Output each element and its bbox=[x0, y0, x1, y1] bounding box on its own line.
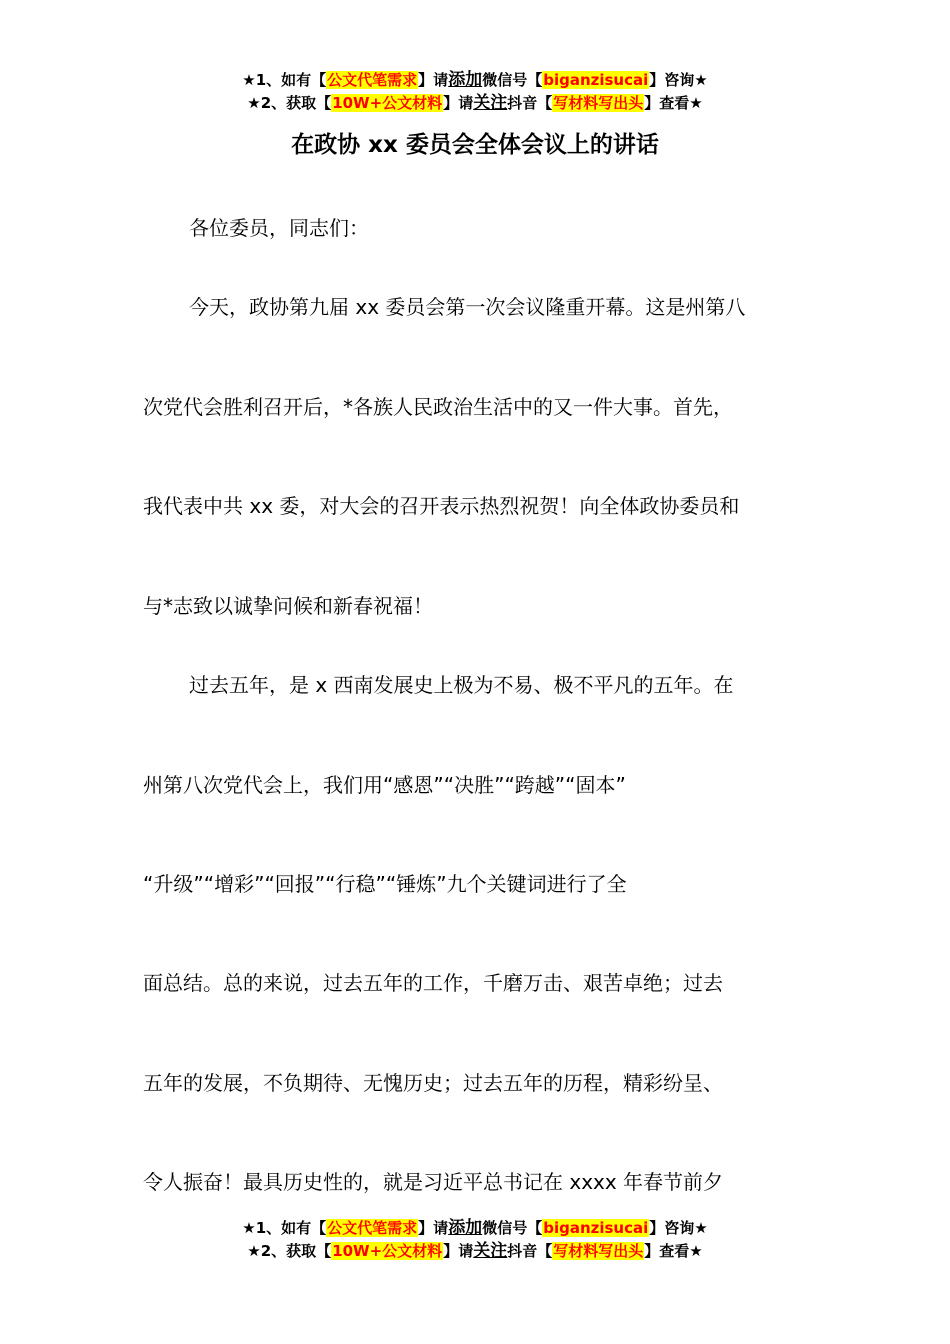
highlight-text: 10W+公文材料 bbox=[332, 1242, 443, 1260]
body-line: 五年的发展，不负期待、无愧历史；过去五年的历程，精彩纷呈、 bbox=[143, 1071, 723, 1095]
banner-text: 】查看★ bbox=[644, 94, 703, 112]
banner-text: 微信号【 bbox=[482, 1219, 543, 1237]
banner-text: 抖音【 bbox=[507, 1242, 553, 1260]
banner-text: 】咨询★ bbox=[649, 71, 708, 89]
body-line: “升级”“增彩”“回报”“行稳”“锤炼”九个关键词进行了全 bbox=[143, 872, 627, 896]
banner-text: 】请 bbox=[418, 71, 449, 89]
banner-text: ★2、获取【 bbox=[247, 94, 332, 112]
banner-text: ★1、如有【 bbox=[242, 71, 327, 89]
douyin-account-text: 写材料写出头 bbox=[553, 94, 644, 112]
emphasis-text: 关注 bbox=[473, 1241, 508, 1261]
banner-line-2 bbox=[0, 1240, 950, 1263]
emphasis-text: 添加 bbox=[448, 70, 483, 90]
banner-text: ★1、如有【 bbox=[242, 1219, 327, 1237]
banner-line-1 bbox=[0, 1217, 950, 1240]
banner-text: 】请 bbox=[443, 94, 474, 112]
banner-line-1 bbox=[0, 69, 950, 92]
banner-text: 】查看★ bbox=[644, 1242, 703, 1260]
highlight-text: 公文代笔需求 bbox=[327, 1219, 418, 1237]
body-line: 面总结。总的来说，过去五年的工作，千磨万击、艰苦卓绝；过去 bbox=[143, 971, 723, 995]
emphasis-text: 添加 bbox=[448, 1218, 483, 1238]
body-line: 我代表中共 xx 委，对大会的召开表示热烈祝贺！向全体政协委员和 bbox=[143, 494, 740, 518]
highlight-text: 公文代笔需求 bbox=[327, 71, 418, 89]
banner-text: 微信号【 bbox=[482, 71, 543, 89]
banner-text: 】咨询★ bbox=[649, 1219, 708, 1237]
banner-text: 抖音【 bbox=[507, 94, 553, 112]
douyin-account-text: 写材料写出头 bbox=[553, 1242, 644, 1260]
banner-line-2 bbox=[0, 92, 950, 115]
salutation: 各位委员，同志们： bbox=[189, 216, 369, 240]
header-banner bbox=[0, 69, 950, 115]
wechat-id-text: biganzisucai bbox=[543, 71, 649, 89]
wechat-id-text: biganzisucai bbox=[543, 1219, 649, 1237]
body-line: 与*志致以诚挚问候和新春祝福！ bbox=[143, 594, 433, 618]
banner-text: ★2、获取【 bbox=[247, 1242, 332, 1260]
highlight-text: 10W+公文材料 bbox=[332, 94, 443, 112]
emphasis-text: 关注 bbox=[473, 93, 508, 113]
banner-text: 】请 bbox=[443, 1242, 474, 1260]
body-line: 令人振奋！最具历史性的，就是习近平总书记在 xxxx 年春节前夕 bbox=[143, 1170, 724, 1194]
body-line: 次党代会胜利召开后，*各族人民政治生活中的又一件大事。首先， bbox=[143, 395, 733, 419]
footer-banner bbox=[0, 1217, 950, 1263]
body-line: 过去五年，是 x 西南发展史上极为不易、极不平凡的五年。在 bbox=[189, 673, 734, 697]
body-line: 今天，政协第九届 xx 委员会第一次会议隆重开幕。这是州第八 bbox=[189, 295, 746, 319]
banner-text: 】请 bbox=[418, 1219, 449, 1237]
body-line: 州第八次党代会上，我们用“感恩”“决胜”“跨越”“固本” bbox=[143, 773, 626, 797]
document-title: 在政协 xx 委员会全体会议上的讲话 bbox=[291, 132, 659, 158]
